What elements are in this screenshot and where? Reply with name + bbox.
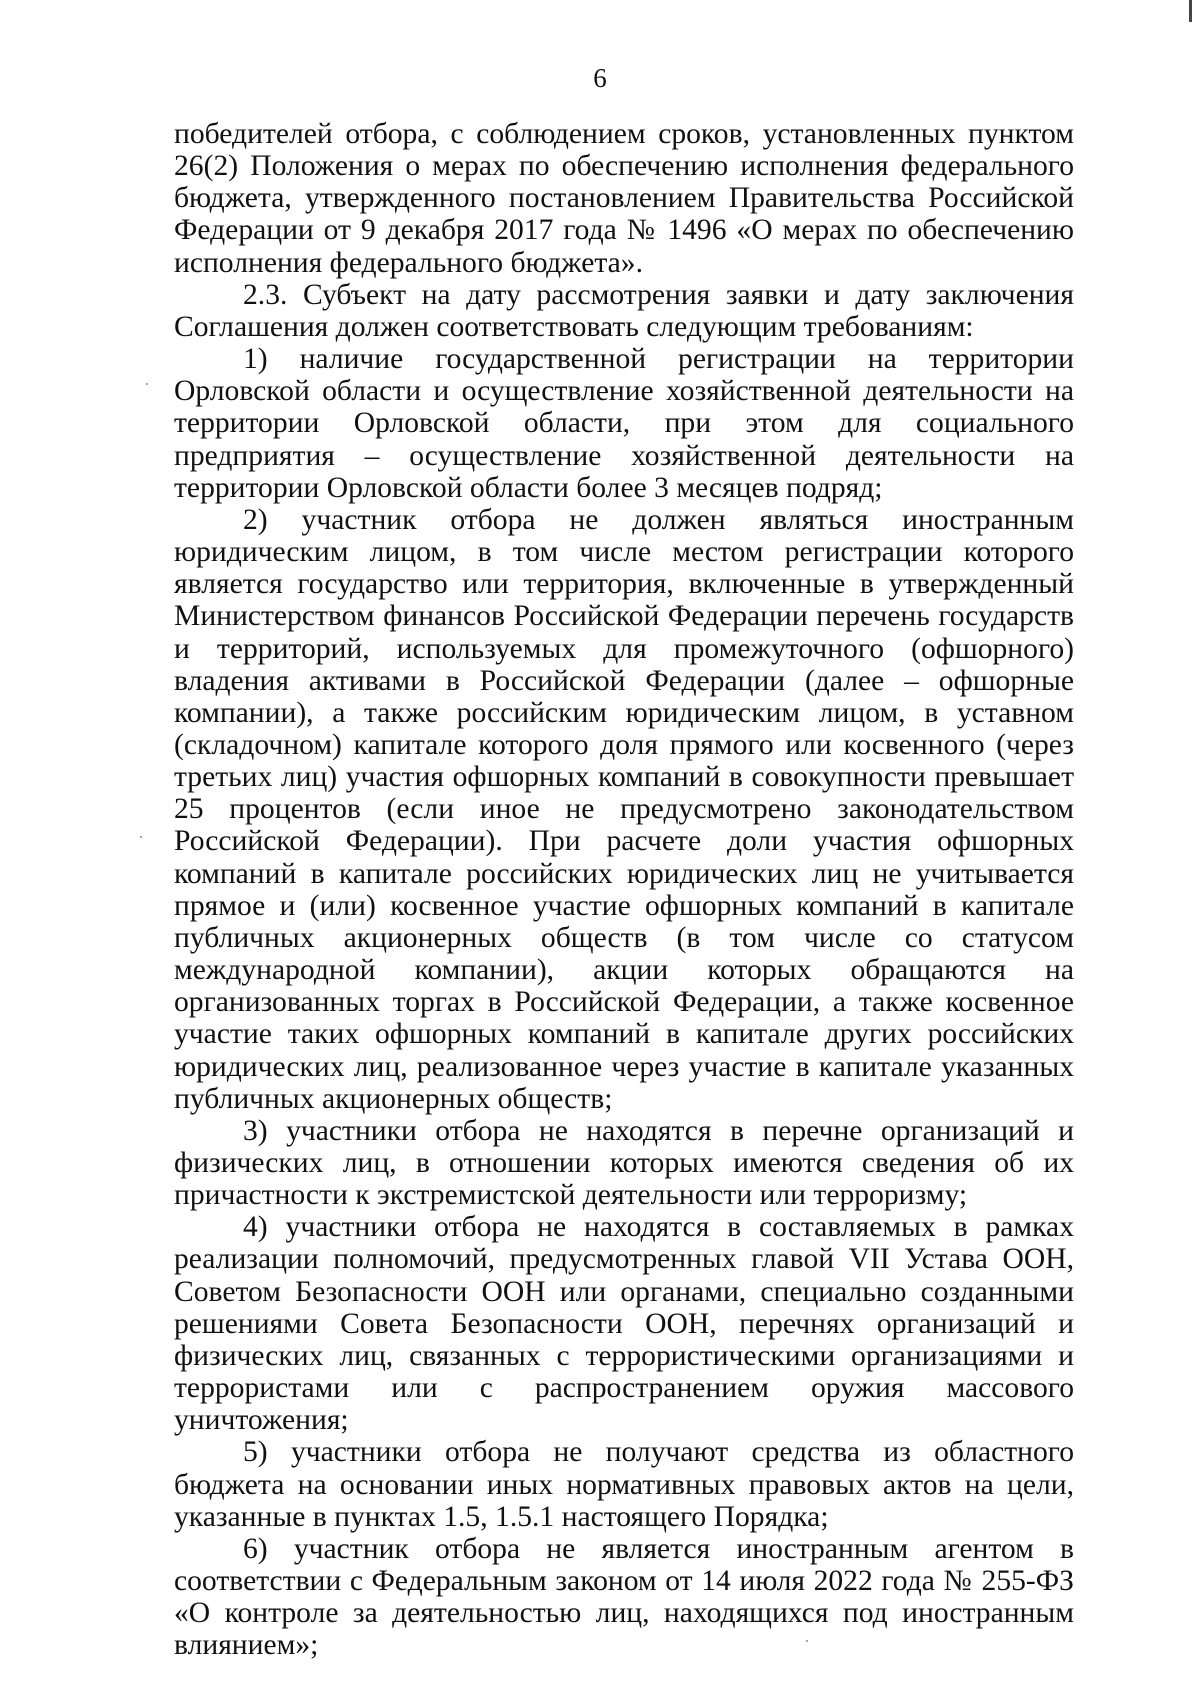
list-item-6: 6) участник отбора не является иностранным агентом в соответствии с Федеральным законом от 14 июля 2022 года № 255-ФЗ «О контроле за деятельностью лиц, находящихся под иностранным влиянием»; [174, 1532, 1074, 1662]
list-item-5: 5) участники отбора не получают средства из областного бюджета на основании иных нормативных правовых актов на цели, указанные в пунктах 1.5, 1.5.1 настоящего Порядка; [174, 1436, 1074, 1533]
page-number: 6 [593, 63, 607, 93]
paragraph-clause-2-3: 2.3. Субъект на дату рассмотрения заявки и дату заключения Соглашения должен соответствовать следующим требованиям: [174, 278, 1074, 343]
paragraph-continuation: победителей отбора, с соблюдением сроков, установленных пунктом 26(2) Положения о мерах по обеспечению исполнения федерального бюджета, утвержденного постановлением Правительства Российской Федерации от 9 декабря 2017 года № 1496 «О мерах по обеспечению исполнения федерального бюджета». [174, 118, 1074, 279]
list-item-4: 4) участники отбора не находятся в составляемых в рамках реализации полномочий, предусмотренных главой VII Устава ООН, Советом Безопасности ООН или органами, специально созданными решениями Совета Безопасности ООН, перечнях организаций и физических лиц, связанных с террористическими организациями и террористами или с распространением оружия массового уничтожения; [174, 1211, 1074, 1437]
list-item-1: 1) наличие государственной регистрации на территории Орловской области и осуществление хозяйственной деятельности на территории Орловской области, при этом для социального предприятия – осуществление хозяйственной деятельности на территории Орловской области более 3 месяцев подряд; [174, 343, 1074, 504]
document-body [174, 118, 1074, 1662]
scan-speck [146, 383, 148, 385]
list-item-3: 3) участники отбора не находятся в перечне организаций и физических лиц, в отношении которых имеются сведения об их причастности к экстремистской деятельности или терроризму; [174, 1114, 1074, 1212]
scan-edge-mark [1189, 0, 1192, 22]
scan-speck [140, 836, 142, 838]
list-item-2: 2) участник отбора не должен являться иностранным юридическим лицом, в том числе местом регистрации которого является государство или территория, включенные в утвержденный Министерством финансов Российской Федерации перечень государств и территорий, используемых для промежуточного (офшорного) владения активами в Российской Федерации (далее – офшорные компании), а также российским юридическим лицом, в уставном (складочном) капитале которого доля прямого или косвенного (через третьих лиц) участия офшорных компаний в совокупности превышает 25 процентов (если иное не предусмотрено законодательством Российской Федерации). При расчете доли участия офшорных компаний в капитале российских юридических лиц не учитывается прямое и (или) косвенное участие офшорных компаний в капитале публичных акционерных обществ (в том числе со статусом международной компании), акции которых обращаются на организованных торгах в Российской Федерации, а также косвенное участие таких офшорных компаний в капитале других российских юридических лиц, реализованное через участие в капитале указанных публичных акционерных обществ; [174, 503, 1074, 1115]
